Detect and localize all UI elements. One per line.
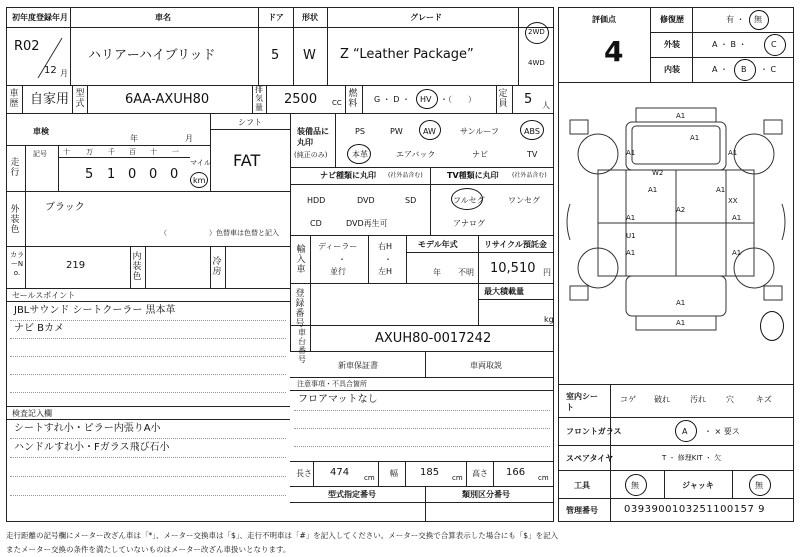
warranty-manual: 新車保証書: [338, 361, 378, 370]
repair-opts: 有 ・: [726, 15, 745, 24]
reg-month: 12: [44, 65, 57, 76]
model-year-label: モデル年式: [418, 240, 458, 249]
glass-sel: A: [682, 427, 688, 436]
color-change-note: （ ）色替車は色替と記入: [160, 229, 279, 237]
height-value: 166: [506, 467, 526, 478]
door-header: ドア: [268, 13, 284, 22]
car-diagram: [560, 86, 792, 382]
score-value: 4: [604, 35, 624, 68]
equip-ps: PS: [355, 127, 365, 136]
repair-sel: 無: [754, 15, 762, 24]
spare-items: T ・ 修理KIT ・ 欠: [662, 454, 722, 462]
capacity-value: 5: [524, 92, 533, 107]
reg-year-header: 初年度登録年月: [12, 13, 68, 22]
sales-point-1: ナビ Bカメ: [14, 323, 65, 334]
navi-cd: CD: [310, 219, 322, 228]
color-no-label: カラーNo.: [10, 251, 24, 277]
class-no-label: 類別区分番号: [462, 490, 510, 499]
mark-10: A1: [676, 319, 686, 327]
body-shape: W: [303, 48, 316, 63]
manage-label: 管理番号: [566, 506, 598, 515]
history-value: 自家用: [30, 92, 70, 107]
capacity-unit: 人: [542, 101, 550, 110]
mileage-digit-1: 1: [107, 167, 116, 182]
tools-label: 工具: [574, 481, 590, 490]
mark-1: A1: [626, 149, 636, 157]
interior-opts-2: ・ C: [760, 65, 777, 74]
width-label: 幅: [390, 469, 398, 478]
fuel-options: G ・ D ・: [374, 95, 410, 104]
equip-abs: ABS: [524, 127, 540, 136]
equip-airbag: エアバック: [396, 150, 436, 159]
equipment-sub: (純正のみ): [294, 151, 328, 159]
mileage-mile: マイル: [190, 159, 211, 167]
dent-circle: [760, 311, 784, 341]
car-name: ハリアーハイブリッド: [88, 48, 216, 63]
type-no-label: 型式指定番号: [328, 490, 376, 499]
manage-value: 0393900103251100157 9: [624, 504, 765, 515]
reg-no-label: 登録番号: [295, 289, 305, 329]
color-value: ブラック: [45, 202, 85, 213]
grade-value: Z “Leather Package”: [340, 47, 474, 62]
notes-label: 注意事項・不具合箇所: [297, 380, 367, 388]
ac-label: 冷房: [212, 257, 222, 277]
glass-label: フロントガラス: [566, 427, 622, 436]
mileage-unit-0: 十: [63, 148, 70, 156]
navi-sd: SD: [405, 196, 417, 205]
mileage-unit-2: 千: [108, 148, 115, 156]
exterior-opts: A ・ B ・: [712, 40, 747, 49]
displacement-value: 2500: [284, 92, 318, 107]
mark-6: A1: [732, 214, 742, 222]
interior-opts-1: A ・: [712, 65, 729, 74]
jack-label: ジャッキ: [682, 481, 714, 490]
fuel-hv: HV: [420, 95, 432, 104]
shift-label: シフト: [238, 118, 262, 127]
import-dealer: ディーラー: [318, 242, 358, 251]
color-label: 外装色: [10, 205, 20, 235]
mileage-label: 走行: [10, 158, 20, 178]
mileage-unit-5: 一: [172, 148, 179, 156]
seat-tear: 破れ: [654, 395, 670, 404]
chassis-label: 車台番号: [298, 328, 306, 364]
mark-5: A1: [626, 214, 636, 222]
width-cm: cm: [452, 474, 463, 482]
interior-color-label: 内装色: [132, 252, 142, 282]
mark-4: A1: [716, 186, 726, 194]
tv-oneseg: ワンセグ: [508, 196, 540, 205]
shift-value: FAT: [233, 151, 261, 170]
interior-sel: B: [741, 65, 747, 74]
drive-2wd: 2WD: [528, 28, 545, 36]
spare-label: スペアタイヤ: [566, 454, 614, 463]
equip-tv: TV: [527, 150, 538, 159]
mark-w2: W2: [652, 169, 664, 177]
warranty-guide: 車両取説: [470, 361, 502, 370]
import-label: 輸入車: [296, 245, 306, 275]
jack-sel: 無: [755, 481, 763, 490]
car-name-header: 車名: [155, 13, 171, 22]
seat-hole: 穴: [726, 395, 734, 404]
tv-analog: アナログ: [453, 219, 485, 228]
seat-scratch: キズ: [756, 395, 772, 404]
grade-header: グレード: [410, 13, 442, 22]
footer-line-1: 走行距離の記号欄にメーター改ざん車は「*」、メーター交換車は「$」、走行不明車は「#」を記入してください。メーター交換で合算表示した場合にも「$」を記入: [6, 531, 559, 540]
exterior-label: 外装: [664, 40, 680, 49]
door-count: 5: [271, 48, 280, 63]
import-dot-2: ・: [384, 255, 392, 264]
mileage-digit-2: 0: [128, 167, 137, 182]
navi-dvd-play: DVD再生可: [346, 219, 388, 228]
import-right: 右H: [378, 242, 393, 251]
equip-pw: PW: [390, 127, 403, 136]
equip-navi: ナビ: [472, 150, 488, 159]
recycle-value: 10,510: [490, 261, 536, 276]
max-load-label: 最大積載量: [484, 287, 524, 296]
height-label: 高さ: [472, 469, 488, 478]
inspector-label: 検査記入欄: [12, 409, 52, 418]
reg-month-unit: 月: [60, 69, 68, 78]
height-cm: cm: [538, 474, 549, 482]
tv-label: TV種類に丸印: [447, 171, 499, 180]
recycle-yen: 円: [543, 268, 551, 277]
mark-9: A1: [676, 299, 686, 307]
cc-unit: CC: [332, 99, 342, 107]
mark-12: U1: [626, 232, 636, 240]
history-label: 車歴: [9, 89, 19, 109]
glass-rest: ・ × 要ス: [704, 427, 740, 436]
import-left: 左H: [378, 267, 393, 276]
footer-line-2: またメーター交換の条件を満たしていないものはメーター改ざん車扱いとなります。: [6, 545, 291, 554]
model-value: 6AA-AXUH80: [125, 92, 210, 107]
equipment-label: 装備品に丸印: [297, 127, 329, 147]
capacity-label: 定員: [498, 89, 508, 109]
mileage-digit-4: 0: [170, 167, 179, 182]
mileage-digit-3: 0: [149, 167, 158, 182]
reg-era: R02: [14, 39, 40, 54]
mark-3: A1: [648, 186, 658, 194]
navi-dvd: DVD: [357, 196, 375, 205]
shape-header: 形状: [302, 13, 318, 22]
mileage-unit-1: 万: [86, 148, 93, 156]
length-label: 長さ: [296, 469, 312, 478]
max-load-kg: kg: [544, 315, 554, 324]
length-cm: cm: [364, 474, 375, 482]
width-value: 185: [420, 467, 440, 478]
inspection-month: 月: [185, 134, 193, 143]
mark-7: A1: [626, 249, 636, 257]
sales-points-label: セールスポイント: [12, 291, 76, 300]
color-no: 219: [66, 260, 86, 271]
notes-text: フロアマットなし: [298, 394, 378, 405]
mileage-unit-3: 百: [129, 148, 136, 156]
import-dot: ・: [338, 255, 346, 264]
recycle-label: リサイクル預託金: [484, 240, 547, 249]
import-parallel: 並行: [330, 267, 346, 276]
model-year-unit: 年: [433, 268, 441, 277]
seat-label: 室内シート: [566, 392, 598, 412]
model-label: 型式: [75, 89, 85, 109]
mark-a1-front: A1: [690, 134, 700, 142]
inspection-label: 車検: [33, 127, 49, 136]
tv-fullseg: フルセグ: [453, 196, 485, 205]
chassis-value: AXUH80-0017242: [375, 331, 492, 346]
score-label: 評価点: [592, 15, 616, 24]
tools-sel: 無: [631, 481, 639, 490]
navi-sub: (社外品含む): [388, 172, 423, 179]
inspection-year: 年: [130, 134, 138, 143]
mark-11: A2: [676, 206, 686, 214]
seat-dirt: 汚れ: [690, 395, 706, 404]
mark-2: A1: [728, 149, 738, 157]
mark-0: A1: [676, 112, 686, 120]
inspector-line-0: シートすれ小・ピラー内張りA小: [14, 423, 161, 434]
mileage-kigou: 記号: [33, 150, 47, 158]
interior-label: 内装: [664, 65, 680, 74]
displacement-label: 排気量: [255, 85, 263, 112]
navi-hdd: HDD: [307, 196, 326, 205]
mark-8: A1: [732, 249, 742, 257]
equip-leather: 本革: [352, 150, 368, 159]
fuel-paren: ・（ ）: [440, 95, 476, 104]
repair-label: 修復歴: [660, 15, 684, 24]
fuel-label: 燃料: [348, 89, 358, 109]
drive-4wd: 4WD: [528, 59, 545, 67]
mileage-unit-4: 十: [150, 148, 157, 156]
exterior-sel: C: [771, 40, 777, 49]
model-year-unknown: 不明: [458, 268, 474, 277]
seat-burn: コゲ: [620, 395, 636, 404]
equip-sunroof: サンルーフ: [460, 127, 499, 136]
equip-aw: AW: [423, 127, 436, 136]
mileage-km: km: [193, 176, 206, 185]
tv-sub: (社外品含む): [512, 172, 547, 179]
mark-13: XX: [728, 197, 738, 205]
navi-label: ナビ種類に丸印: [320, 171, 376, 180]
sales-point-0: JBLサウンド シートクーラー 黒本革: [14, 305, 176, 316]
inspector-line-1: ハンドルすれ小・Fガラス飛び石小: [14, 442, 170, 453]
length-value: 474: [330, 467, 350, 478]
mileage-digit-0: 5: [85, 167, 94, 182]
